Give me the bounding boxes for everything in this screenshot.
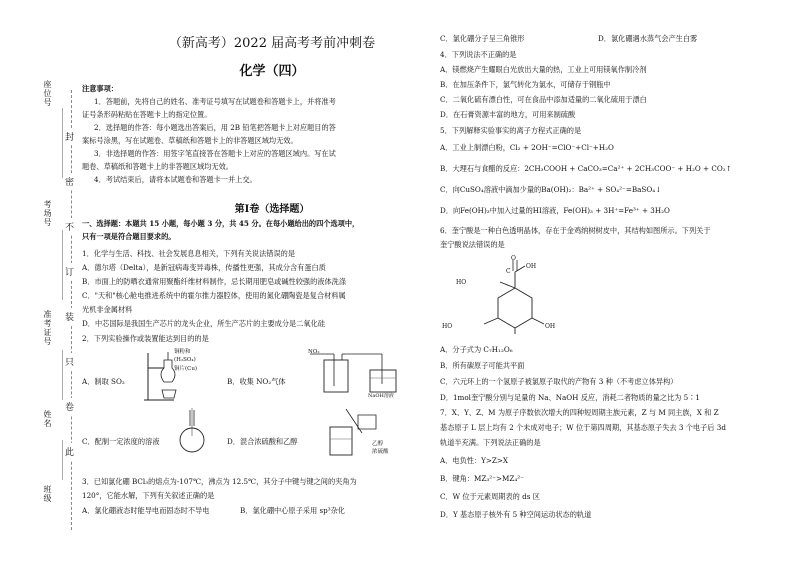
option-a: A．分子式为 C₇H₁₂O₆ <box>440 345 513 354</box>
fill-line <box>62 350 63 400</box>
question-stem: 6．奎宁酸是一种白色透明晶体，存在于金鸡纳树树皮中，其结构如图所示。下列关于 <box>440 226 711 235</box>
seal-char: 不 <box>65 218 74 235</box>
exam-id-label: 准考证号 <box>43 310 52 346</box>
figure-label: 铜粉和 <box>174 349 191 355</box>
option-b: B．键角：MZ₃²⁻>MZ₄²⁻ <box>440 474 524 483</box>
option-b: B．大理石与食醋的反应：2CH₃COOH + CaCO₃=Ca²⁺ + 2CH₃COO⁻ + H₂O + CO₂↑ <box>440 164 732 173</box>
structure-label: O <box>511 255 516 262</box>
seal-char: 卷 <box>65 398 74 415</box>
option-d: D．在石膏资源丰富的地方，可用来制硫酸 <box>440 110 576 119</box>
exam-title: （新高考）2022 届高考考前冲刺卷 <box>168 36 376 51</box>
exam-subtitle: 化学（四） <box>239 64 305 79</box>
seal-char: 此 <box>65 443 74 460</box>
seal-char: 封 <box>65 128 74 145</box>
option-d: D．向Fe(OH)₃中加入过量的HI溶液，Fe(OH)₃ + 3H⁺=Fe³⁺ + 3H₂O <box>440 206 670 215</box>
exam-room-label: 考场号 <box>43 200 52 227</box>
part-intro: 只有一项是符合题目要求的。 <box>82 232 176 241</box>
figure-label: (H₂SO₄) <box>174 357 196 363</box>
seal-char: 密 <box>65 173 74 190</box>
question-stem: 1．化学与生活、科技、社会发展息息相关，下列有关说法错误的是 <box>82 249 296 258</box>
part-intro: 一、选择题：本题共 15 小题，每小题 3 分，共 45 分。在每小题给出的四个选项中， <box>82 219 360 228</box>
option-b: B．在加压条件下，氯气转化为氯水，可储存于钢瓶中 <box>440 80 611 89</box>
structure-label: OH <box>545 323 556 330</box>
notice-line: 1．答题前，先将自己的姓名、准考证号填写在试题卷和答题卡上，并将准考 <box>94 97 336 106</box>
question-stem-cont: 奎宁酸说法错误的是 <box>440 240 505 249</box>
option-a: A．制取 SO₂ <box>82 377 125 386</box>
notice-line: 案标号涂黑，写在试题卷、草稿纸和答题卡上的非答题区域均无效。 <box>82 136 298 145</box>
fill-line <box>62 230 63 300</box>
option-b: B．收集 NO₂气体 <box>227 377 286 386</box>
option-c: C．向CuSO₄溶液中滴加少量的Ba(OH)₂：Ba²⁺ + SO₄²⁻=BaSO₄↓ <box>440 185 662 194</box>
notice-line: 题卷、草稿纸和答题卡上的非答题区域均无效。 <box>82 162 233 171</box>
option-a: A．氯化硼液态时能导电而固态时不导电 <box>82 506 210 515</box>
option-c: C．"天和"核心舱电推进系统中的霍尔推力器腔体，使用的氮化硼陶瓷是复合材料属 <box>82 291 346 300</box>
question-stem: 7．X、Y、Z、M 为原子序数依次增大的四种短周期主族元素，Z 与 M 同主族，X 和 Z <box>440 408 719 417</box>
notice-line: 3．非选择题的作答：用签字笔直接答在答题卡上对应的答题区域内。写在试 <box>94 149 336 158</box>
option-c: C．二氧化硫有漂白性，可在食品中添加适量的二氧化硫用于漂白 <box>440 95 647 104</box>
structure-label: HO <box>442 323 453 330</box>
question-stem-cont: 基态原子 L 层上均有 2 个未成对电子；W 位于第四周期，其基态原子失去 3 个电子后 3d <box>440 423 726 432</box>
fill-line <box>62 108 63 178</box>
option-b: B．氯化硼中心原子采用 sp³杂化 <box>240 506 345 515</box>
section-heading: 第Ⅰ卷（选择题） <box>234 204 310 215</box>
seat-label: 座位号 <box>43 80 52 107</box>
option-d: D．Y 基态原子核外有 5 种空间运动状态的轨道 <box>440 510 592 519</box>
question-stem: 4．下列说法不正确的是 <box>440 50 517 59</box>
option-b: B．所有碳原子可能共平面 <box>440 361 525 370</box>
name-label: 姓名 <box>43 410 52 428</box>
binding-margin <box>16 60 86 550</box>
option-a: A．工业上制漂白粉，Cl₂ + 2OH⁻=ClO⁻+Cl⁻+H₂O <box>440 143 614 152</box>
notice-heading: 注意事项： <box>82 84 118 93</box>
question-stem-cont: 120°，它能水解，下列有关叙述正确的是 <box>82 491 215 500</box>
seal-char: 订 <box>65 263 74 280</box>
figure-label: 乙醇 <box>372 441 384 447</box>
question-stem: 3．已知氯化硼 BCl₃的熔点为-107℃，沸点为 12.5℃，其分子中键与键之间的夹角为 <box>82 477 357 486</box>
apparatus-b-figure <box>304 346 414 398</box>
apparatus-c-figure <box>172 408 212 458</box>
seal-char: 装 <box>65 308 74 325</box>
option-a: A．德尔塔（Delta），是新冠病毒变异毒株，传播性更强，其成分含有蛋白质 <box>82 263 326 272</box>
question-stem: 5．下列解释实验事实的离子方程式正确的是 <box>440 126 582 135</box>
notice-line: 证号条形码粘贴在答题卡上的指定位置。 <box>82 110 212 119</box>
figure-label: NO₂ <box>308 349 320 355</box>
option-d: D．1mol奎宁酸分别与足量的 Na、NaOH 反应，消耗二者物质的量之比为 5∶1 <box>440 393 700 402</box>
question-stem-cont: 轨道半充满。下列说法正确的是 <box>440 438 541 447</box>
seal-char: 只 <box>65 353 74 370</box>
figure-label: 铜片(Cu) <box>174 366 198 372</box>
figure-label: 浓硫酸 <box>372 449 389 455</box>
notice-line: 4．考试结束后，请将本试题卷和答题卡一并上交。 <box>94 175 257 184</box>
fill-line <box>62 440 63 480</box>
option-a: A．镁燃烧产生耀眼白光放出大量的热，工业上可用镁氧作制冷剂 <box>440 65 647 74</box>
structure-label: OH <box>526 263 537 270</box>
option-d: D．氯化硼遇水蒸气会产生白雾 <box>598 34 698 43</box>
question-stem: 2．下列实验操作或装置能达到目的的是 <box>82 334 209 343</box>
structure-label: C <box>506 268 511 275</box>
option-b: B．市面上的防晒衣通常用聚酯纤维材料制作，忌长期用肥皂或碱性较强的液体洗涤 <box>82 277 347 286</box>
option-d: D．中芯国际是我国生产芯片的龙头企业，所生产芯片的主要成分是二氧化硅 <box>82 319 325 328</box>
option-c: C．氯化硼分子呈三角锥形 <box>440 34 525 43</box>
class-label: 班级 <box>43 485 52 503</box>
option-c: C．W 位于元素周期表的 ds 区 <box>440 492 540 501</box>
option-c: C．六元环上的一个氢原子被氯原子取代的产物有 3 种（不考虑立体异构） <box>440 377 678 386</box>
structure-label: HO <box>456 279 467 286</box>
option-d: D．混合浓硫酸和乙醇 <box>227 437 298 446</box>
notice-line: 2．选择题的作答：每小题选出答案后，用 2B 铅笔把答题卡上对应题目的答 <box>94 123 336 132</box>
option-c-cont: 光机非金属材料 <box>82 305 133 314</box>
option-a: A．电负性：Y>Z>X <box>440 456 509 465</box>
option-c: C．配制一定浓度的溶液 <box>82 437 160 446</box>
figure-label: NaOH溶液 <box>368 393 394 399</box>
